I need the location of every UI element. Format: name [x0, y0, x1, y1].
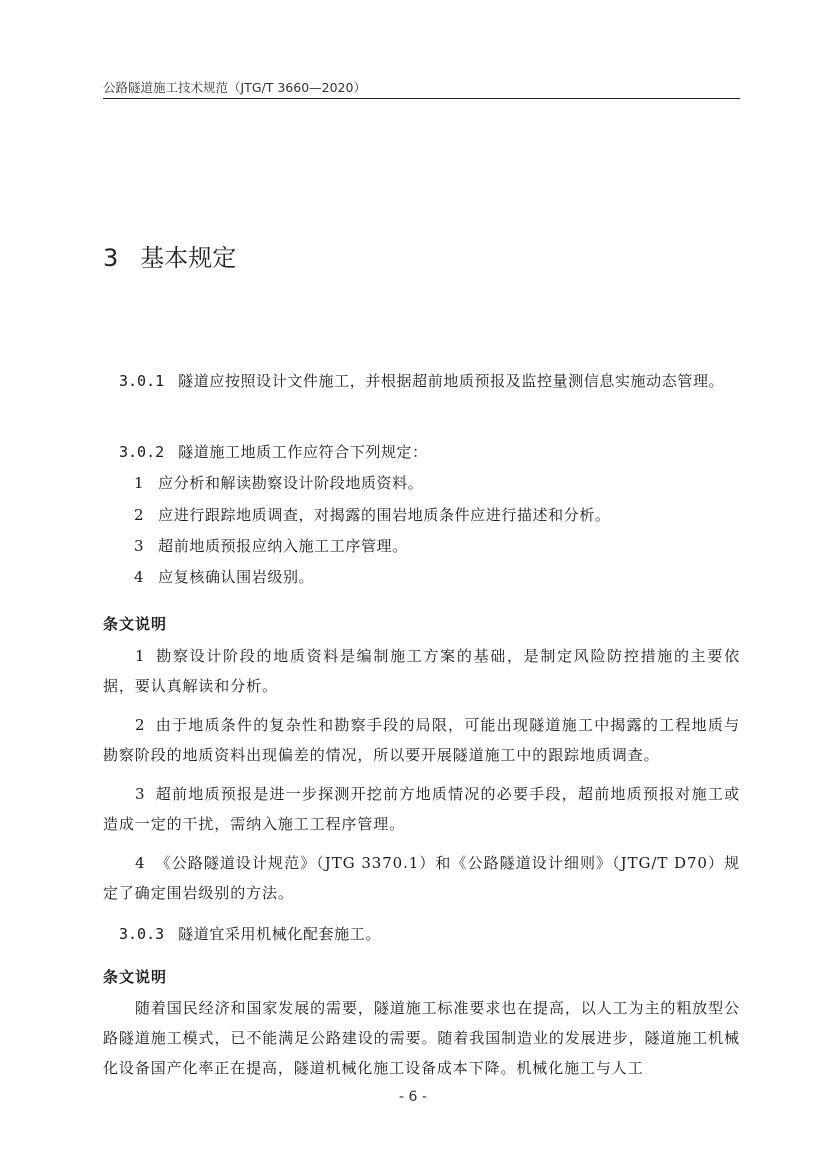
item-number: 4 [134, 568, 145, 586]
item-text: 应复核确认围岩级别。 [158, 568, 315, 586]
chapter-title [103, 238, 236, 273]
paragraph-text: 勘察设计阶段的地质资料是编制施工方案的基础，是制定风险防控措施的主要依据，要认真解读和分析。 [103, 647, 740, 695]
explanation-paragraph [103, 779, 740, 839]
paragraph-number: 4 [135, 854, 146, 872]
clause-number: 3.0.1 [119, 372, 165, 390]
item-number: 1 [134, 474, 145, 492]
clause-text: 隧道宜采用机械化配套施工。 [178, 925, 381, 943]
clause-number: 3.0.3 [119, 925, 165, 943]
item-text: 超前地质预报应纳入施工工序管理。 [158, 537, 408, 555]
paragraph-number: 1 [135, 647, 146, 665]
header-divider [103, 98, 740, 99]
paragraph-number: 3 [135, 785, 146, 803]
paragraph-text: 超前地质预报是进一步探测开挖前方地质情况的必要手段，超前地质预报对施工或造成一定的干扰，需纳入施工工程序管理。 [103, 785, 740, 833]
chapter-name: 基本规定 [140, 244, 237, 272]
clause-number: 3.0.2 [119, 443, 165, 461]
paragraph-text: 由于地质条件的复杂性和勘察手段的局限，可能出现隧道施工中揭露的工程地质与勘察阶段的地质资料出现偏差的情况，所以要开展隧道施工中的跟踪地质调查。 [103, 716, 740, 764]
page-header: 公路隧道施工技术规范（JTG/T 3660—2020） [103, 80, 366, 95]
explanation-paragraph: 随着国民经济和国家发展的需要，隧道施工标准要求也在提高，以人工为主的粗放型公路隧道施工模式，已不能满足公路建设的需要。随着我国制造业的发展进步，隧道施工机械化设备国产化率正在提高，隧道机械化施工设备成本下降。机械化施工与人工 [103, 999, 740, 1077]
page-number: - 6 - [399, 1089, 427, 1105]
explanation-paragraph [103, 848, 740, 908]
explanation-label: 条文说明 [103, 615, 168, 633]
item-text: 应分析和解读勘察设计阶段地质资料。 [158, 474, 424, 492]
explanation-label: 条文说明 [103, 968, 168, 986]
list-item [103, 562, 771, 592]
paragraph-number: 2 [135, 716, 146, 734]
item-text: 应进行跟踪地质调查，对揭露的围岩地质条件应进行描述和分析。 [158, 506, 611, 524]
item-number: 3 [134, 537, 145, 555]
clause-3-0-3 [103, 919, 740, 949]
list-item [103, 468, 771, 498]
clause-3-0-1 [103, 366, 740, 396]
list-item [103, 531, 771, 561]
explanation-paragraph [103, 710, 740, 770]
clause-text: 隧道施工地质工作应符合下列规定： [178, 443, 428, 461]
clause-3-0-2 [103, 437, 740, 467]
paragraph-text: 《公路隧道设计规范》（JTG 3370.1）和《公路隧道设计细则》（JTG/T D70）规定了确定围岩级别的方法。 [103, 854, 740, 902]
item-number: 2 [134, 506, 145, 524]
clause-text: 隧道应按照设计文件施工，并根据超前地质预报及监控量测信息实施动态管理。 [178, 372, 725, 390]
list-item [103, 500, 771, 530]
chapter-number: 3 [103, 244, 119, 272]
explanation-paragraph [103, 641, 740, 701]
